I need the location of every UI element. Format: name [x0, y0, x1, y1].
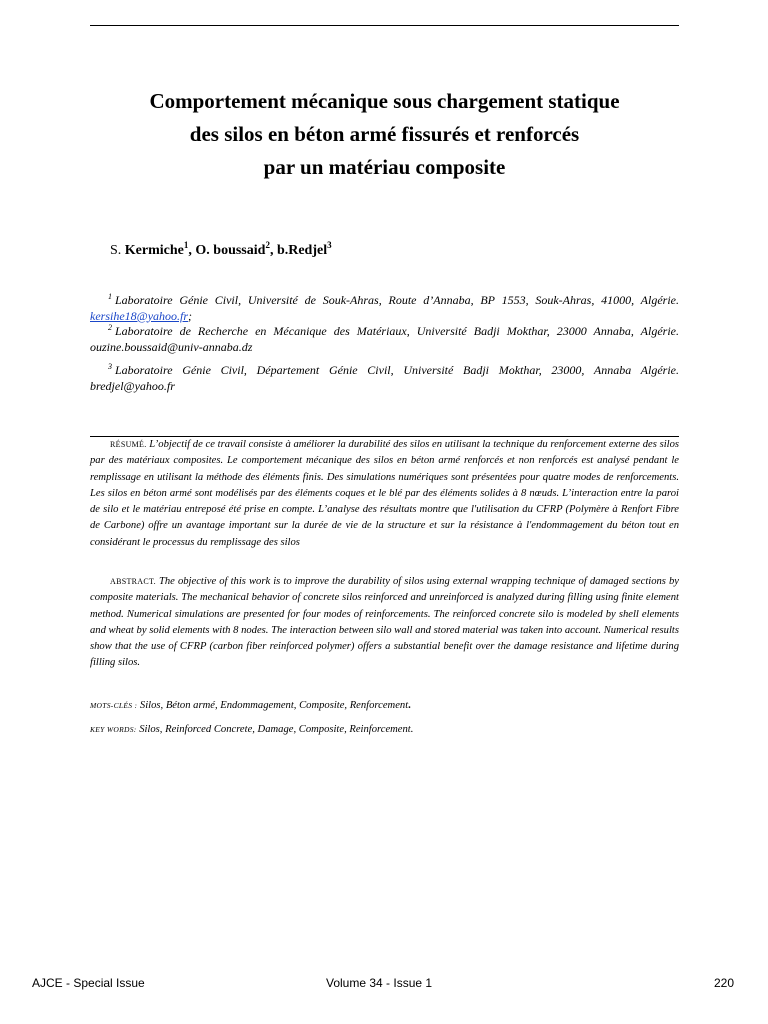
author-separator: , — [188, 243, 196, 258]
abstract-label: ABSTRACT. — [110, 577, 156, 586]
footer-page-number: 220 — [714, 976, 735, 990]
affiliation-tail: ; — [188, 308, 193, 323]
affiliation-text: Laboratoire de Recherche en Mécanique des Matériaux, Université Badji Mokthar, 23000 Annaba, Algérie. ouzine.boussaid@univ-annaba.dz — [90, 324, 679, 354]
affiliation-number: 3 — [108, 362, 112, 371]
abstract-text: The objective of this work is to improve the durability of silos using external wrapping technique of damaged sections by composite materials. The mechanical behavior of concrete silos reinforced and unreinforced is analyzed during filling using finite element method. Numerical simulations are presented for four modes of reinforcements. The reinforced concrete silo is modeled by shell elements and wheat by solid elements with 8 nodes. The interaction between silo wall and stored material was taken into account. Numerical results show that the use of CFRP (carbon fiber reinforced polymer) offers a substantial benefit over the damage resistance and lifetime during filling silos. — [90, 576, 679, 669]
affiliation-1 — [90, 289, 679, 324]
affiliation-text: Laboratoire Génie Civil, Département Génie Civil, Université Badji Mokthar, 23000, Annaba Algérie. bredjel@yahoo.fr — [90, 363, 679, 393]
author-list — [110, 240, 332, 259]
author-name: b.Redjel — [276, 243, 328, 258]
affiliation-number: 2 — [108, 323, 112, 332]
footer-volume: Volume 34 - Issue 1 — [326, 976, 433, 990]
keywords-label: KEY WORDS: — [90, 725, 137, 734]
footer-journal: AJCE - Special Issue — [32, 976, 145, 990]
mots-cles-label: MOTS-CLÉS : — [90, 701, 138, 710]
paper-title — [90, 85, 679, 184]
title-line: des silos en béton armé fissurés et renforcés — [189, 122, 580, 146]
author-name: Kermiche — [121, 243, 184, 258]
mots-cles-text: Silos, Béton armé, Endommagement, Composite, Renforcement — [137, 700, 409, 711]
resume-label: RÉSUMÉ. — [110, 440, 147, 449]
keywords — [90, 724, 679, 735]
resume-paragraph — [90, 437, 679, 551]
abstract-paragraph — [90, 574, 679, 672]
author-affil-number: 3 — [327, 240, 332, 250]
resume-text: L’objectif de ce travail consiste à améliorer la durabilité des silos en utilisant la technique du renforcement externe des silos par des matériaux composites. Le comportement mécanique des silos en béton armé renforcés et non renforcés est analysé pendant le remplissage en utilisant la méthode des éléments finis. Des simulations numériques sont présentées pour quatre modes de renforcements. Les silos en béton armé sont modélisés par des éléments coques et le blé par des éléments solides à 8 nœuds. L’interaction entre la paroi de silo et le matériau entreposé été prise en compte. L’analyse des résultats montre que l'utilisation du CFRP (Polymère à Renfort Fibre de Carbone) offre un avantage important sur la durée de vie de la structure et sur la résistance à l'endommagement du béton tout en considérant le processus du remplissage des silos — [90, 439, 679, 548]
keywords-text: Silos, Reinforced Concrete, Damage, Composite, Reinforcement. — [136, 724, 414, 735]
mots-cles-period: . — [408, 700, 411, 711]
affiliation-number: 1 — [108, 292, 112, 301]
author-affil-number: 2 — [265, 240, 270, 250]
mots-cles — [90, 700, 679, 711]
affiliation-3 — [90, 359, 679, 394]
author-separator: , — [269, 243, 277, 258]
author-name: O. boussaid — [195, 243, 266, 258]
email-link[interactable]: kersihe18@yahoo.fr — [90, 308, 189, 323]
affiliation-text: Laboratoire Génie Civil, Université de Souk-Ahras, Route d’Annaba, BP 1553, Souk-Ahras, 41000, Algérie. — [115, 293, 679, 307]
author-affil-number: 1 — [183, 240, 189, 250]
title-line: Comportement mécanique sous chargement statique — [149, 89, 620, 113]
affiliation-2 — [90, 320, 679, 355]
title-line: par un matériau composite — [263, 155, 506, 179]
top-rule — [90, 25, 679, 26]
author-initial: S. — [110, 243, 122, 258]
